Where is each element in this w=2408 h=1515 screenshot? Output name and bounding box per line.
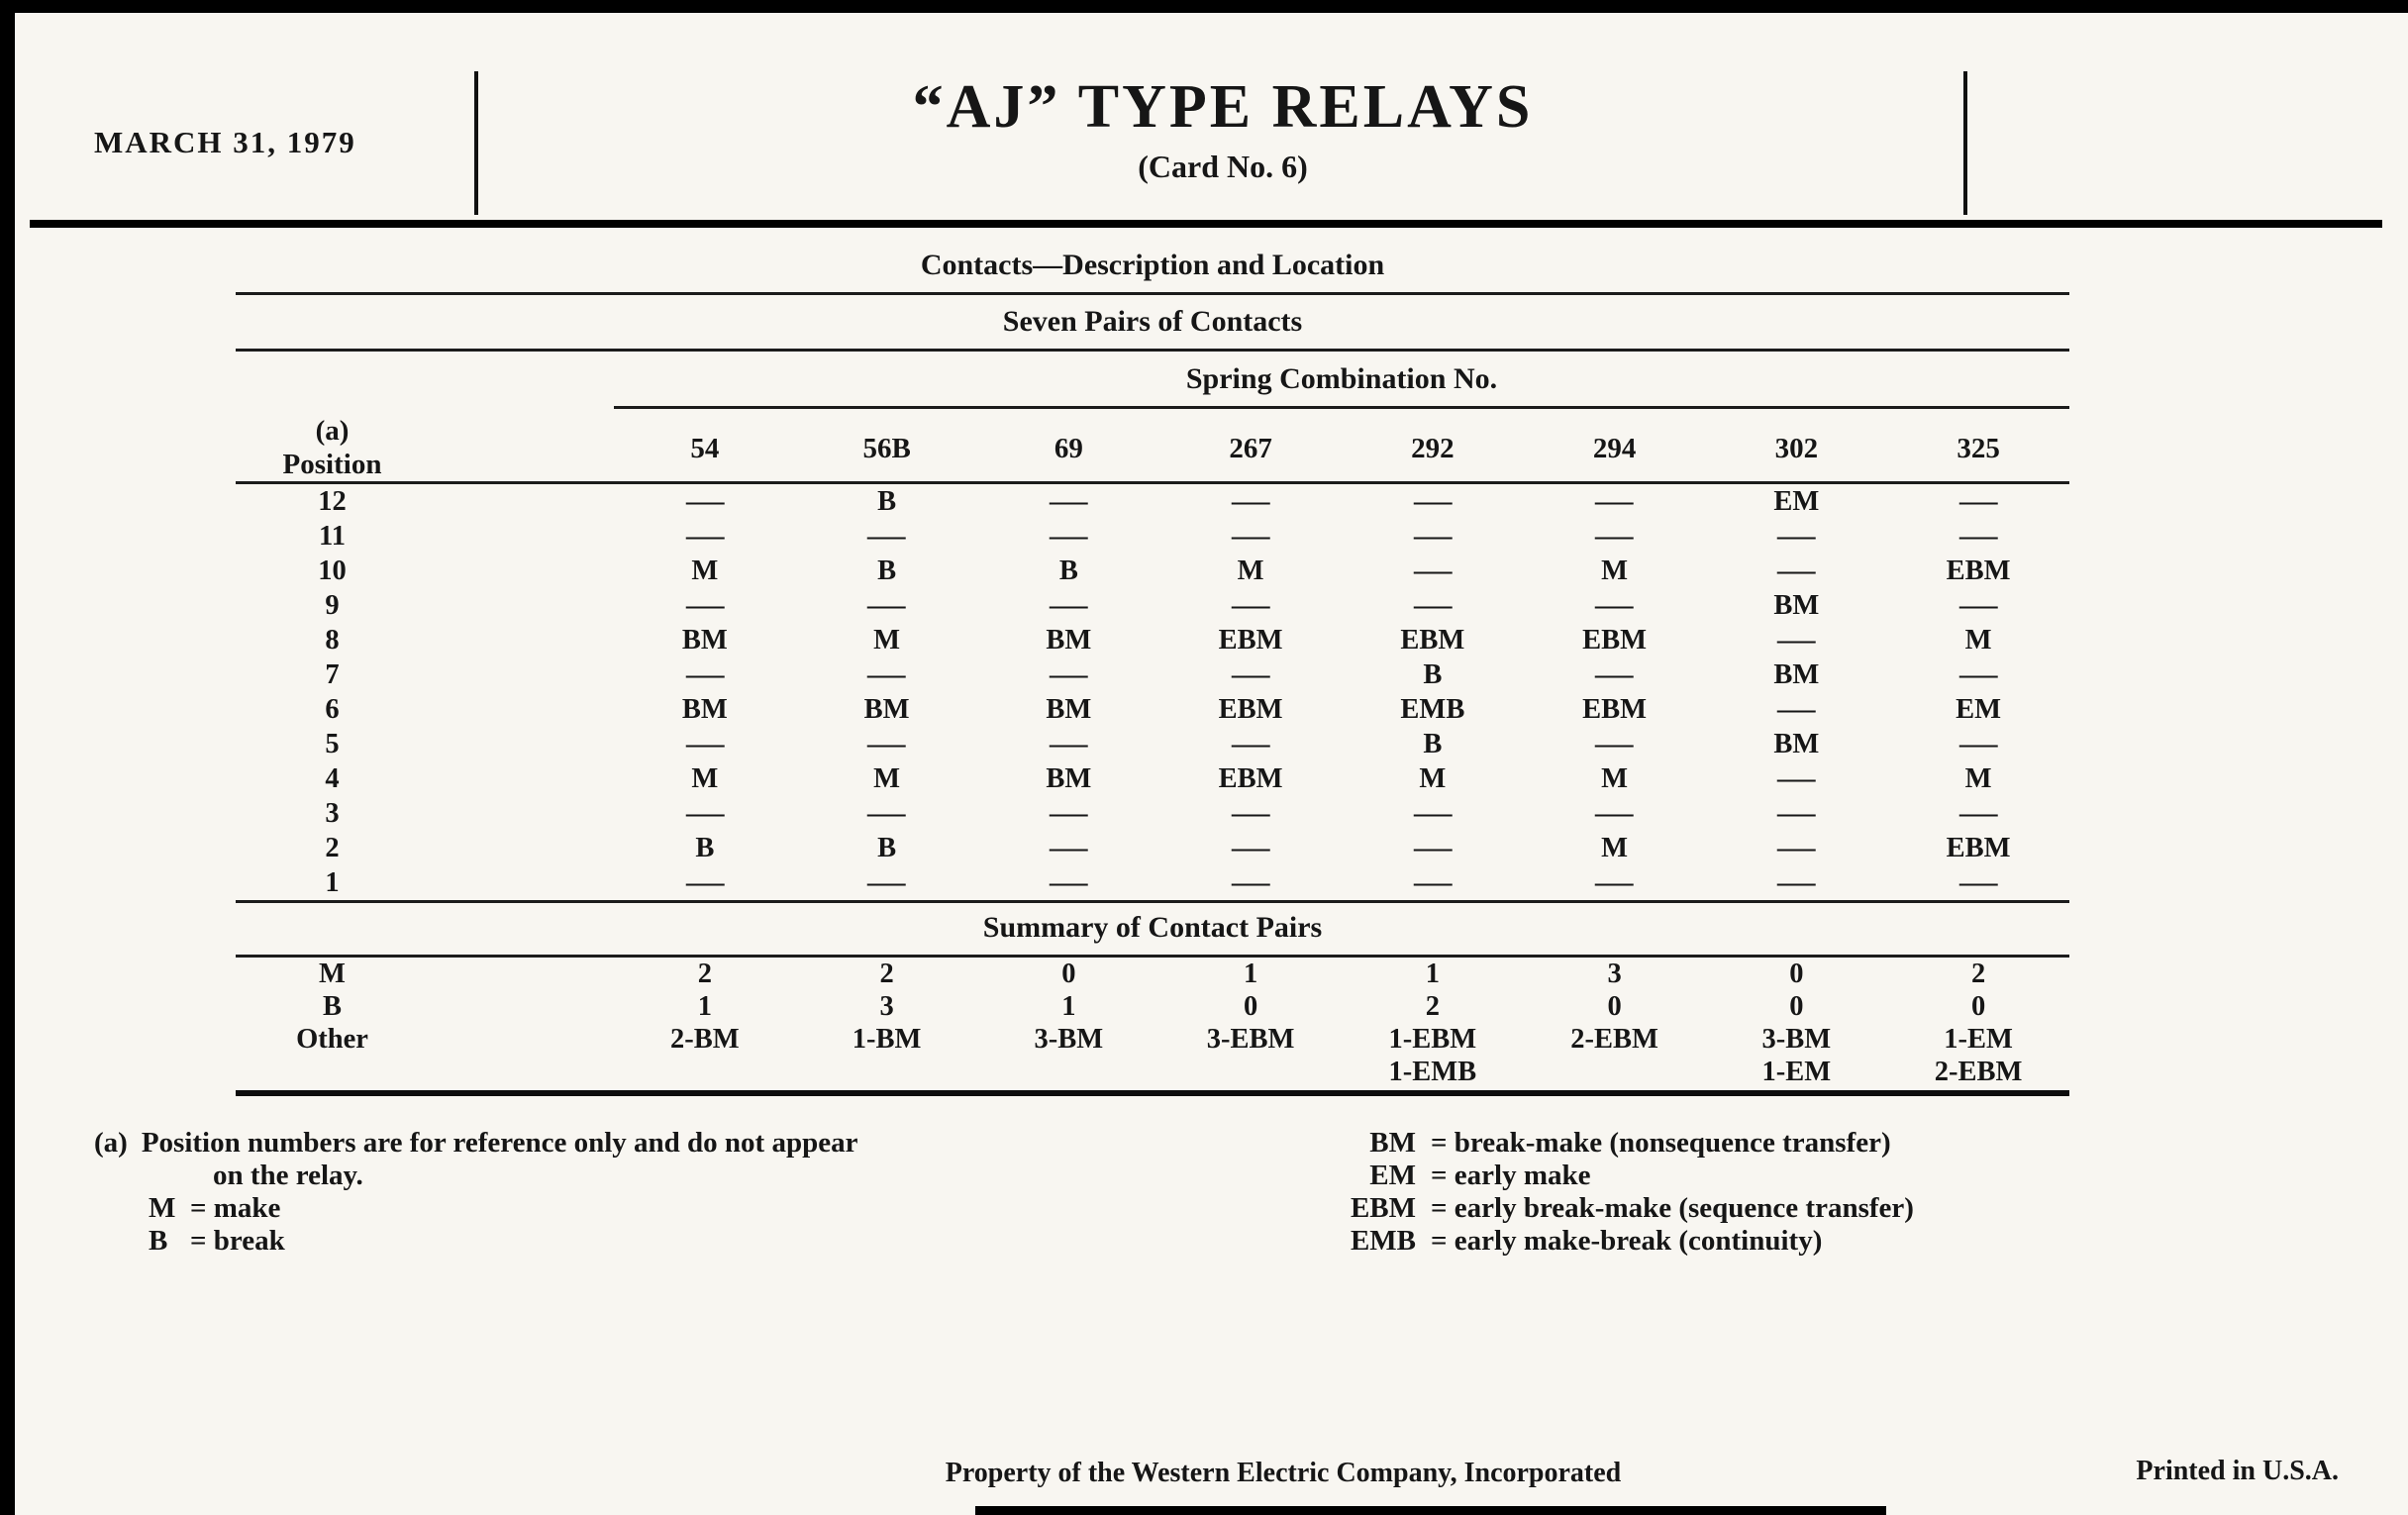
contact-cell — [1342, 588, 1524, 623]
contact-cell: BM — [681, 625, 728, 656]
contact-cell: M — [1237, 556, 1264, 586]
contact-row — [236, 588, 2069, 623]
dash: — — [1231, 833, 1270, 863]
summary-cell: 3-EBM — [1206, 1024, 1295, 1055]
dash: — — [1777, 833, 1816, 863]
spacer — [429, 1056, 614, 1088]
spacer — [429, 519, 614, 554]
footnote-marker: (a) — [315, 415, 350, 447]
dash: — — [1231, 867, 1270, 898]
dash: — — [1231, 486, 1270, 517]
dash: — — [685, 867, 725, 898]
dash: — — [1413, 833, 1453, 863]
summary-cell: 1-EBM — [1388, 1024, 1477, 1055]
contact-cell — [1887, 657, 2069, 692]
summary-cell: 3 — [879, 991, 894, 1022]
footnote-line: on the relay. — [213, 1160, 363, 1191]
dash: — — [685, 729, 725, 759]
contact-row — [236, 796, 2069, 831]
dash: — — [1050, 798, 1088, 829]
summary-cell — [978, 1056, 1160, 1088]
contact-cell: B — [1423, 659, 1443, 690]
header-divider-left — [474, 71, 478, 215]
dash: — — [685, 521, 725, 552]
summary-cell: 2 — [879, 959, 894, 989]
summary-cell: 1 — [1244, 959, 1258, 989]
summary-cell: 0 — [1789, 991, 1804, 1022]
position-number: 2 — [325, 833, 340, 863]
summary-cell: 1-EM — [1761, 1057, 1832, 1087]
dash: — — [1413, 486, 1453, 517]
footnote-marker: (a) — [94, 1127, 128, 1159]
contact-cell — [1706, 623, 1888, 657]
abbreviation: EBM — [1350, 1192, 1416, 1224]
dash: — — [1595, 659, 1634, 690]
spacer — [429, 796, 614, 831]
abbreviation: BM — [1369, 1127, 1416, 1159]
contact-cell — [796, 796, 978, 831]
dash: — — [1231, 798, 1270, 829]
abbreviation: B — [149, 1225, 168, 1257]
contact-row — [236, 692, 2069, 727]
dash: — — [1231, 659, 1270, 690]
position-label: Position — [282, 449, 382, 480]
position-number: 9 — [325, 590, 340, 621]
summary-cell: 2-EBM — [1570, 1024, 1658, 1055]
contact-cell — [1524, 588, 1706, 623]
dash: — — [1958, 867, 1998, 898]
contact-cell — [796, 865, 978, 900]
position-number: 3 — [325, 798, 340, 829]
contact-cell: BM — [1046, 763, 1092, 794]
contact-cell — [978, 657, 1160, 692]
dash: — — [1595, 729, 1634, 759]
dash: — — [1413, 521, 1453, 552]
contact-cell: M — [873, 763, 901, 794]
scan-edge-top — [0, 0, 2408, 13]
contact-cell: BM — [1046, 625, 1092, 656]
contact-cell — [1887, 484, 2069, 519]
contact-cell — [1706, 865, 1888, 900]
contacts-table — [236, 243, 2069, 1096]
definition-row — [1267, 1192, 1914, 1225]
contact-cell — [978, 727, 1160, 761]
contact-row — [236, 865, 2069, 900]
title-block — [485, 73, 1960, 185]
contact-cell: BM — [1773, 729, 1820, 759]
position-number: 11 — [319, 521, 346, 552]
spacer — [429, 623, 614, 657]
summary-cell — [1159, 1056, 1342, 1088]
contact-cell — [1342, 865, 1524, 900]
summary-cell: 2 — [697, 959, 712, 989]
dash: — — [867, 659, 906, 690]
dash: — — [1595, 486, 1634, 517]
column-header: 325 — [1956, 433, 2000, 464]
definition-row — [1267, 1225, 1914, 1258]
summary-cell: 2-BM — [670, 1024, 740, 1055]
dash: — — [867, 521, 906, 552]
table-subtitle: Seven Pairs of Contacts — [1002, 305, 1303, 338]
summary-cell: 2-EBM — [1934, 1057, 2023, 1087]
contact-cell — [614, 865, 796, 900]
contact-cell: EBM — [1582, 625, 1648, 656]
contact-cell — [978, 865, 1160, 900]
summary-cell: 1 — [1425, 959, 1440, 989]
contact-cell — [978, 484, 1160, 519]
footnote-text: Position numbers are for reference only and do not appear — [141, 1127, 858, 1159]
column-header: 292 — [1411, 433, 1455, 464]
contact-cell — [796, 519, 978, 554]
contact-cell: EBM — [1218, 763, 1283, 794]
dash: — — [867, 798, 906, 829]
contact-cell — [796, 727, 978, 761]
contact-cell — [1159, 519, 1342, 554]
contact-cell: B — [877, 833, 897, 863]
column-header: 54 — [690, 433, 720, 464]
scan-edge-left — [0, 0, 15, 1515]
summary-cell: 1 — [1061, 991, 1076, 1022]
summary-cell — [1524, 1056, 1706, 1088]
contact-cell — [1706, 554, 1888, 588]
contact-cell — [1706, 519, 1888, 554]
contact-cell — [1159, 484, 1342, 519]
summary-label: B — [322, 991, 342, 1022]
dash: — — [1777, 556, 1816, 586]
contact-cell: B — [877, 486, 897, 517]
definition-row — [149, 1225, 857, 1258]
dash: — — [1958, 521, 1998, 552]
contact-cell: EM — [1956, 694, 2002, 725]
contact-cell — [1159, 588, 1342, 623]
dash: — — [685, 659, 725, 690]
definition-text: = early make — [1431, 1160, 1591, 1191]
legend-left — [149, 1192, 857, 1258]
contact-cell: B — [1423, 729, 1443, 759]
summary-cell — [614, 1056, 796, 1088]
contact-cell: EBM — [1946, 556, 2011, 586]
contact-cell — [1159, 796, 1342, 831]
abbreviation: EMB — [1350, 1225, 1416, 1257]
contact-cell — [1706, 796, 1888, 831]
spacer — [429, 554, 614, 588]
contact-row — [236, 554, 2069, 588]
contact-cell — [1524, 796, 1706, 831]
dash: — — [1413, 590, 1453, 621]
card-number: (Card No. 6) — [1138, 149, 1308, 184]
contact-cell — [978, 588, 1160, 623]
contact-cell — [614, 657, 796, 692]
dash: — — [1595, 590, 1634, 621]
contact-cell — [1159, 865, 1342, 900]
dash: — — [1595, 521, 1634, 552]
dash: — — [685, 798, 725, 829]
contact-cell — [1342, 831, 1524, 865]
dash: — — [1050, 833, 1088, 863]
dash: — — [1595, 798, 1634, 829]
contact-cell — [614, 588, 796, 623]
contact-cell: BM — [681, 694, 728, 725]
column-header: 294 — [1592, 433, 1637, 464]
dash: — — [1958, 486, 1998, 517]
contact-cell: B — [695, 833, 715, 863]
contact-cell — [1159, 727, 1342, 761]
column-header: 267 — [1229, 433, 1272, 464]
contact-cell: M — [1601, 763, 1629, 794]
contact-cell — [1524, 484, 1706, 519]
contact-row — [236, 761, 2069, 796]
summary-cell: 1-EMB — [1388, 1057, 1477, 1087]
dash: — — [1231, 521, 1270, 552]
dash: — — [685, 486, 725, 517]
summary-row — [236, 990, 2069, 1023]
spacer — [429, 484, 614, 519]
contact-cell — [614, 796, 796, 831]
summary-title: Summary of Contact Pairs — [982, 911, 1323, 944]
contact-cell — [1342, 519, 1524, 554]
summary-cell: 3 — [1607, 959, 1622, 989]
contact-row — [236, 623, 2069, 657]
position-number: 1 — [325, 867, 340, 898]
contact-cell: M — [1601, 556, 1629, 586]
header-rule — [30, 220, 2382, 228]
contact-cell: B — [1058, 556, 1078, 586]
dash: — — [1777, 521, 1816, 552]
contact-cell: M — [1601, 833, 1629, 863]
position-column-header — [236, 411, 429, 481]
column-header: 69 — [1054, 433, 1083, 464]
dash: — — [1413, 867, 1453, 898]
dash: — — [1958, 798, 1998, 829]
definition-text: = early make-break (continuity) — [1431, 1225, 1823, 1257]
contact-cell — [1887, 588, 2069, 623]
position-number: 12 — [318, 486, 347, 517]
contact-cell: M — [1964, 625, 1992, 656]
dash: — — [1050, 590, 1088, 621]
position-number: 6 — [325, 694, 340, 725]
dash: — — [1413, 556, 1453, 586]
contact-cell: M — [873, 625, 901, 656]
dash: — — [1050, 729, 1088, 759]
contact-cell — [614, 727, 796, 761]
contact-cell — [796, 588, 978, 623]
dash: — — [1231, 590, 1270, 621]
dash: — — [1050, 867, 1088, 898]
summary-row — [236, 1056, 2069, 1088]
contact-cell: BM — [863, 694, 910, 725]
footnote-line — [94, 1127, 857, 1160]
contact-cell: M — [691, 763, 719, 794]
summary-cell: 0 — [1061, 959, 1076, 989]
contact-cell: EBM — [1946, 833, 2011, 863]
contact-cell — [1887, 727, 2069, 761]
page-title: “AJ” TYPE RELAYS — [912, 73, 1534, 141]
footer-printed: Printed in U.S.A. — [2136, 1456, 2339, 1486]
header-divider-right — [1963, 71, 1967, 215]
contact-cell: EMB — [1400, 694, 1465, 725]
position-number: 4 — [325, 763, 340, 794]
table-bottom-rule — [236, 1090, 2069, 1096]
legend-right — [1267, 1127, 1914, 1258]
dash: — — [1777, 763, 1816, 794]
summary-cell: 2 — [1425, 991, 1440, 1022]
dash: — — [1777, 625, 1816, 656]
spacer — [429, 1023, 614, 1056]
dash: — — [867, 729, 906, 759]
spacer — [429, 588, 614, 623]
position-number: 10 — [318, 556, 347, 586]
dash: — — [867, 590, 906, 621]
scan-edge-bottom — [975, 1506, 1886, 1515]
spacer — [429, 657, 614, 692]
definition-text: = make — [190, 1192, 281, 1224]
contact-cell — [1524, 727, 1706, 761]
dash: — — [1958, 659, 1998, 690]
position-number: 7 — [325, 659, 340, 690]
contact-cell — [1706, 761, 1888, 796]
table-body — [236, 484, 2069, 900]
summary-label: Other — [296, 1024, 368, 1055]
dash: — — [1231, 729, 1270, 759]
contact-cell — [978, 519, 1160, 554]
contact-row — [236, 727, 2069, 761]
summary-cell: 2 — [1971, 959, 1986, 989]
spacer — [429, 761, 614, 796]
summary-row — [236, 958, 2069, 990]
contact-row — [236, 831, 2069, 865]
contact-cell: EBM — [1400, 625, 1465, 656]
summary-cell — [796, 1056, 978, 1088]
definition-text: = early break-make (sequence transfer) — [1431, 1192, 1914, 1224]
summary-label — [236, 1056, 429, 1088]
contact-cell: M — [1419, 763, 1447, 794]
abbreviation: EM — [1369, 1160, 1416, 1191]
issue-date: MARCH 31, 1979 — [94, 125, 356, 159]
summary-cell: 0 — [1789, 959, 1804, 989]
definition-text: = break — [190, 1225, 285, 1257]
contact-cell — [1342, 484, 1524, 519]
position-number: 8 — [325, 625, 340, 656]
dash: — — [1050, 659, 1088, 690]
contact-cell: BM — [1046, 694, 1092, 725]
contact-row — [236, 657, 2069, 692]
spacer — [429, 831, 614, 865]
column-header-row — [236, 409, 2069, 481]
summary-cell: 1-BM — [852, 1024, 922, 1055]
contact-cell: BM — [1773, 590, 1820, 621]
contact-cell — [614, 484, 796, 519]
footnote-a — [94, 1127, 857, 1258]
abbreviation: M — [149, 1192, 176, 1224]
spacer — [429, 692, 614, 727]
contact-cell: EM — [1773, 486, 1820, 517]
spacer — [429, 727, 614, 761]
contact-cell: M — [691, 556, 719, 586]
contact-cell: EBM — [1218, 694, 1283, 725]
contact-cell — [1706, 831, 1888, 865]
contact-cell — [1342, 554, 1524, 588]
dash: — — [1413, 798, 1453, 829]
contact-cell — [1159, 657, 1342, 692]
definition-text: = break-make (nonsequence transfer) — [1431, 1127, 1891, 1159]
dash: — — [1595, 867, 1634, 898]
summary-cell: 1-EM — [1944, 1024, 2013, 1055]
contact-cell — [1342, 796, 1524, 831]
dash: — — [1777, 798, 1816, 829]
dash: — — [1777, 867, 1816, 898]
contact-cell — [614, 519, 796, 554]
summary-row — [236, 1023, 2069, 1056]
dash: — — [1958, 590, 1998, 621]
summary-label: M — [319, 959, 346, 989]
position-number: 5 — [325, 729, 340, 759]
contact-cell: BM — [1773, 659, 1820, 690]
contact-cell: EBM — [1582, 694, 1648, 725]
summary-cell: 1 — [697, 991, 712, 1022]
definition-row — [1267, 1160, 1914, 1192]
contact-cell — [1706, 692, 1888, 727]
contact-cell: EBM — [1218, 625, 1283, 656]
summary-cell: 0 — [1971, 991, 1986, 1022]
dash: — — [1050, 521, 1088, 552]
contact-cell — [978, 796, 1160, 831]
contact-cell — [978, 831, 1160, 865]
contact-row — [236, 484, 2069, 519]
legend-definitions — [1267, 1127, 1914, 1258]
summary-cell: 3-BM — [1034, 1024, 1104, 1055]
contact-cell — [1887, 865, 2069, 900]
summary-body — [236, 958, 2069, 1088]
contact-cell — [1524, 657, 1706, 692]
contact-cell — [1524, 519, 1706, 554]
contact-cell — [1887, 796, 2069, 831]
contact-cell — [1524, 865, 1706, 900]
spacer — [429, 865, 614, 900]
contact-cell: M — [1964, 763, 1992, 794]
column-header: 56B — [862, 433, 911, 464]
summary-cell: 3-BM — [1761, 1024, 1832, 1055]
summary-cell: 0 — [1607, 991, 1622, 1022]
contact-cell — [1887, 519, 2069, 554]
dash: — — [1958, 729, 1998, 759]
column-header: 302 — [1774, 433, 1819, 464]
contact-cell — [1159, 831, 1342, 865]
dash: — — [1050, 486, 1088, 517]
contact-row — [236, 519, 2069, 554]
dash: — — [685, 590, 725, 621]
summary-cell: 0 — [1244, 991, 1258, 1022]
spacer — [429, 958, 614, 990]
footer-property: Property of the Western Electric Company, Incorporated — [945, 1458, 1622, 1488]
spring-combination-header: Spring Combination No. — [1185, 362, 1498, 395]
contact-cell: B — [877, 556, 897, 586]
definition-row — [149, 1192, 857, 1225]
dash: — — [1777, 694, 1816, 725]
contact-cell — [796, 657, 978, 692]
spacer — [429, 990, 614, 1023]
dash: — — [867, 867, 906, 898]
definition-row — [1267, 1127, 1914, 1160]
table-title: Contacts—Description and Location — [920, 249, 1385, 281]
